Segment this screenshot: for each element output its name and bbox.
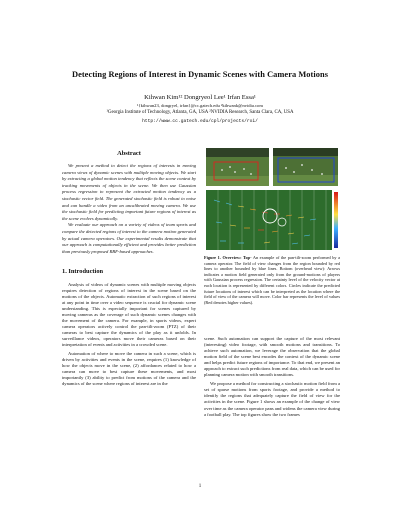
paper-title: Detecting Regions of Interest in Dynamic Scenes with Camera Motions: [71, 70, 329, 79]
project-url: http://www.cc.gatech.edu/cpl/projects/roi/: [142, 119, 258, 124]
section-heading-introduction: 1. Introduction: [62, 268, 104, 275]
abstract-paragraph-2: We evaluate our approach on a variety of videos of team sports and compare the detected regions of interest to the camera motion generated by actual camera operators. Our experimental results demonstrate that our approach is computationally efficient and provides better prediction than previously proposed RBF-based approaches.: [62, 222, 196, 254]
author-affiliations: ¹Georgia Institute of Technology, Atlanta, GA, USA ²NVIDIA Research, Santa Clara, CA, USA: [106, 110, 294, 115]
figure-caption-text: An example of the pan-tilt-zoom performed by a camera operator. The field of view changes from the region bounded by red lines to another bounded by blue lines. Bottom (overhead view): Arrows indicates a motion field generated only from the ground-motions of players with Gaussian process regression. The certainty level of the velocity vector at each location is represented by different colors. Circles indicate the predicted future locations of interest which can be interpreted as the location where the field of view of the camera will move. Color bar represents the level of values (Red denotes higher values).: [204, 255, 340, 305]
introduction-body: [62, 282, 196, 389]
overview-figure: [204, 148, 340, 252]
author-emails: ¹{kihwan23, dongryel, irfan}@cc.gatech.edu ²kihwank@nvidia.com: [137, 103, 263, 108]
abstract-heading: Abstract: [117, 150, 141, 157]
right-paragraph-2: We propose a method for constructing a stochastic motion field from a set of sparse motions from sports footage, and provide a method to identify the regions that adequately capture the field of view for the activities in the scene. Figure 1 shows an example of the change of view over time as the camera operator pans and widens the camera view during a football play. The top figures show the two frames: [204, 381, 340, 417]
right-paragraph-1: scene. Such automation can support the capture of the most relevant (interesting) video footage, with smooth motions and transitions. To achieve such automation, we leverage the observation that the global motion field of the scene best encodes the context of the dynamic scene and helps predict future regions of importance. To that end, we present an approach to extract such predictions from real data, which can be used for planning camera motion with smooth transitions.: [204, 336, 340, 378]
color-bar: [334, 192, 338, 248]
right-column-body: [204, 336, 340, 421]
figure-caption-label: Figure 1. Overview: Top-: [204, 255, 252, 260]
page-number: 1: [198, 484, 202, 489]
intro-paragraph-1: Analysis of videos of dynamic scenes with multiple moving objects requires detection of regions of interest in the scene based on the motions of the objects. Automatic extraction of such regions of interest at any point in time over a video sequence is crucial for dynamic scene understanding. This is especially important for scenes captured by moving cameras as the coverage of such dynamic scenes changes with the movement of the camera. For example, in sports videos, expert camera operators actively control the pan-tilt-zoom (PTZ) of their cameras to best capture the dynamics of the play as it unfolds. In surveillance videos, operators move their cameras based on their interpretation of events and activities in a crowded scene.: [62, 282, 196, 348]
intro-paragraph-2: Automation of where to move the camera in such a scene, which is driven by activities and events in the scene, requires (1) knowledge of how the objects move in the scene, (2) affordances related to how a camera can move to best capture these movements, and most importantly (3) ability to predict from motions of the camera and the dynamics of the scene where regions of interest are in the: [62, 350, 196, 386]
abstract-paragraph-1: We present a method to detect the regions of interests in moving camera views of dynamic scenes with multiple moving objects. We start by extracting a global motion tendency that reflects the scene context by tracking movements of objects in the scene. We then use Gaussian process regression to represent the extracted motion tendency as a stochastic vector field. The generated stochastic field is robust to noise and can handle a video from an uncalibrated moving camera. We use the stochastic field for predicting important future regions of interest as the scene evolves dynamically.: [62, 163, 196, 221]
abstract-body: [62, 163, 196, 255]
figure-caption: [204, 255, 340, 305]
author-list: Kihwan Kim¹² Dongryeol Lee¹ Irfan Essa¹: [144, 94, 256, 101]
